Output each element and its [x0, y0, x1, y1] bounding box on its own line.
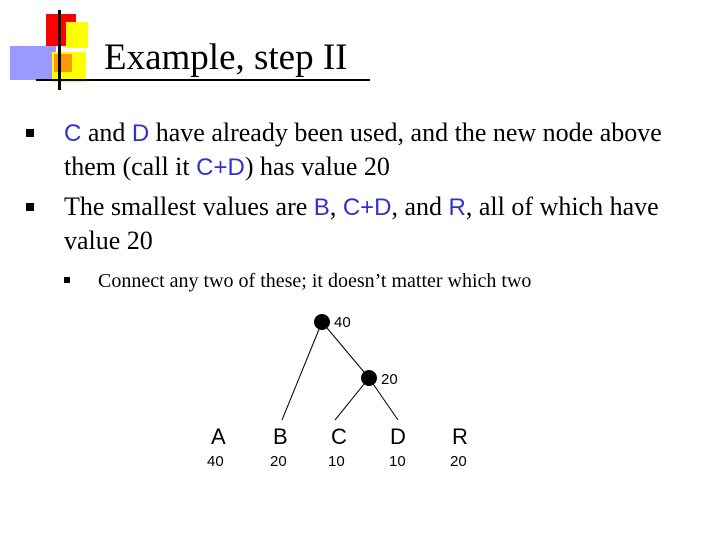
- tree-node-cd: [361, 370, 377, 386]
- edge-top-to-b: [282, 322, 322, 420]
- bullet-text: ) has value 20: [244, 152, 390, 181]
- leaf-label-b: B: [273, 424, 288, 449]
- node-c-label: C: [64, 120, 82, 147]
- leaf-label-a: A: [211, 424, 226, 449]
- node-cd-label: C+D: [342, 194, 392, 221]
- edge-cd-to-c: [335, 378, 369, 420]
- bullet-text: , all of which have value 20: [64, 192, 659, 255]
- node-d-label: D: [131, 120, 150, 147]
- leaf-label-d: D: [390, 424, 406, 449]
- leaf-value-b: 20: [270, 453, 287, 470]
- node-r-label: R: [448, 194, 466, 221]
- sub-bullet-text: Connect any two of these; it doesn’t matter which two: [98, 270, 532, 292]
- bullet-text: ,: [329, 192, 343, 221]
- leaf-value-r: 20: [450, 453, 467, 470]
- bullet-text: and: [81, 118, 132, 147]
- tree-node-top: [314, 314, 330, 330]
- leaf-label-c: C: [331, 424, 347, 449]
- slide-title: Example, step II: [104, 37, 348, 78]
- node-cd-label: C+D: [196, 154, 245, 181]
- bullet-text: The smallest values are: [64, 192, 314, 221]
- leaf-label-r: R: [452, 424, 468, 449]
- node-b-label: B: [313, 194, 330, 221]
- node-value-cd: 20: [381, 371, 398, 388]
- leaf-value-a: 40: [207, 453, 224, 470]
- leaf-value-d: 10: [389, 453, 406, 470]
- bullet-text: , and: [391, 192, 449, 221]
- bullet-text: have already been used, and the new node above them (call it: [64, 118, 662, 181]
- node-value-top: 40: [334, 314, 351, 331]
- leaf-value-c: 10: [328, 453, 345, 470]
